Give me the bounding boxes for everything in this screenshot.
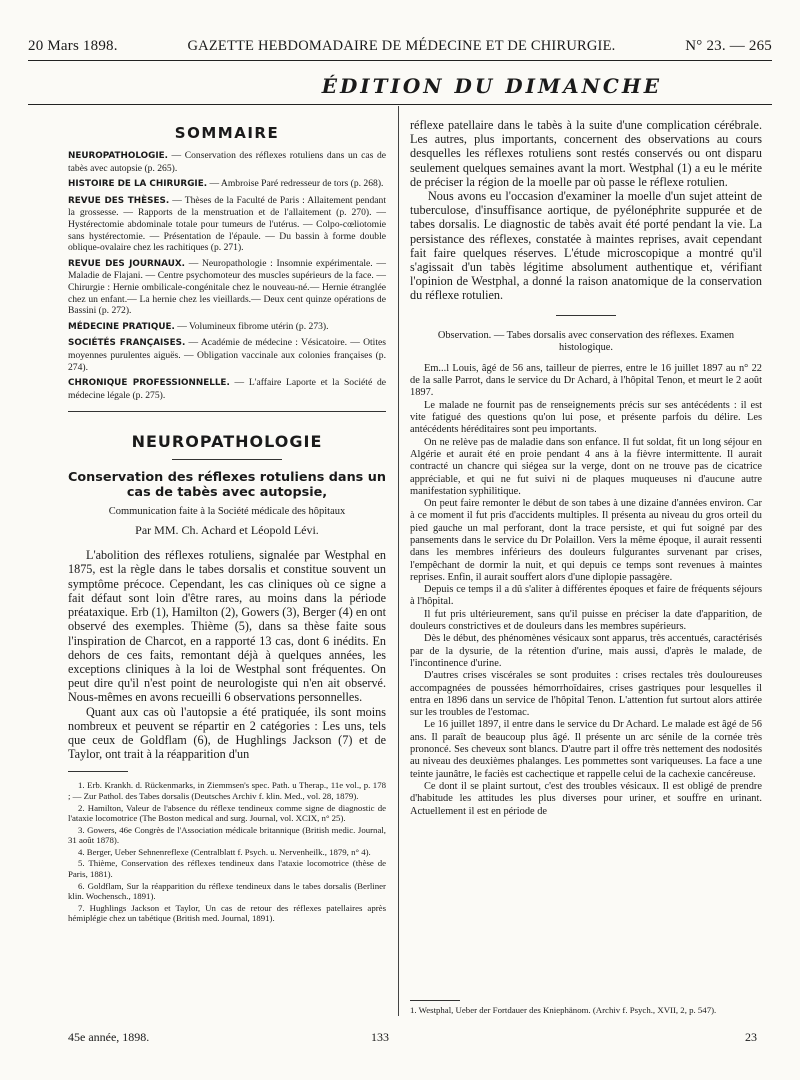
sommaire-list <box>68 150 386 401</box>
page-number: N° 23. — 265 <box>685 38 772 54</box>
observation-paragraph: Ce dont il se plaint surtout, c'est des troubles vésicaux. Il est obligé de prendre d'habitude les attitudes les plus diverses pour uriner, et souffre en urinant. Actuellement il est en période de <box>410 780 762 817</box>
section-title: NEUROPATHOLOGIE <box>131 432 323 452</box>
sommaire-title: SOMMAIRE <box>174 124 280 142</box>
sommaire-entry <box>68 321 386 334</box>
footnote: 6. Goldflam, Sur la réapparition du réflexe tendineux dans le tabes dorsalis (Berliner klin. Wochensch., 1891). <box>68 880 386 902</box>
article-communication: Communication faite à la Société médicale des hôpitaux <box>108 506 346 518</box>
sommaire-entry <box>68 195 386 254</box>
page-footer <box>28 1030 772 1048</box>
sommaire-entry-head: MÉDECINE PRATIQUE. <box>68 321 175 332</box>
footnotes-right <box>410 1000 762 1016</box>
article-body-right <box>410 118 762 303</box>
sommaire-rule <box>68 411 386 412</box>
left-column <box>68 118 386 925</box>
edition-rule <box>28 104 772 105</box>
observation-paragraph: Dès le début, des phénomènes vésicaux sont apparus, très accentués, caractérisés par de la dysurie, de la rétention d'urine, mais aussi, d'après le malade, de l'incontinence d'urine. <box>410 633 762 669</box>
observation-paragraph: Em...l Louis, âgé de 56 ans, tailleur de pierres, entre le 16 juillet 1897 au n° 22 de la salle Parrot, dans le service du Dr Achard, à l'hôpital Tenon, et meurt le 2 août 1897. <box>410 362 762 399</box>
footnote-rule <box>68 771 128 772</box>
sommaire-entry <box>68 377 386 401</box>
footnote: 2. Hamilton, Valeur de l'absence du réflexe tendineux comme signe de diagnostic de l'ataxie locomotrice (The Boston medical and surg. Journal, vol. XCIX, n° 25). <box>68 802 386 824</box>
paragraph: réflexe patellaire dans le tabès à la suite d'une complication cérébrale. Les autres, plus importants, concernent des observations au cours desquelles les réflexes rotuliens sont restés conservés ou ont disparu seulement quelques semaines avant la mort. Westphal (1) a eu le mérite de préciser la région de la moelle par où passe le réflexe rotulien. <box>410 118 762 189</box>
header-date: 20 Mars 1898. <box>28 38 118 54</box>
column-divider <box>398 106 399 1016</box>
observation-paragraph: Depuis ce temps il a dû s'aliter à différentes époques et faire de fréquents séjours à l'hôpital. <box>410 584 762 608</box>
footer-signature: 23 <box>745 1030 757 1044</box>
footnote: 3. Gowers, 46e Congrès de l'Association médicale britannique (British medic. Journal, 31 août 1878). <box>68 824 386 846</box>
footnotes-left <box>68 780 386 924</box>
footer-folio: 133 <box>371 1030 389 1044</box>
footnote: 7. Hughlings Jackson et Taylor, Un cas de retour des réflexes patellaires après hémiplégie chez un tabétique (British med. Journal, 1891). <box>68 902 386 924</box>
observation-rule <box>556 315 616 316</box>
observation-paragraph: On peut faire remonter le début de son tabes à une dizaine d'années environ. Car à ce moment il fut pris d'accidents multiples. Il présenta au niveau du gros orteil du pied gauche un mal perforant, dont la trace persiste, et qui fut soigné par des pansements dans le service du Dr Polaillon. Vers la même époque, il aurait ressenti dans les membres inférieurs des douleurs fulgurantes survenant par crises, l'empêchant de dormir la nuit, et qui depuis ce temps sont revenues à maintes reprises. Enfin, il aurait souffert alors d'une diplopie passagère. <box>410 498 762 583</box>
sommaire-entry-head: HISTOIRE DE LA CHIRURGIE. <box>68 179 208 190</box>
sommaire-entry-head: CHRONIQUE PROFESSIONNELLE. <box>68 378 230 389</box>
observation-paragraph: On ne relève pas de maladie dans son enfance. Il fut soldat, fit un long séjour en Algérie et aurait été en proie pendant 4 ans à la fièvre intermittente. Il aurait contracté un chancre qui siégea sur la verge, dont on ne trouve pas de cicatrice appréciable, et qui ne fut suivi ni de plaques muqueuses ni d'aucune autre manifestation syphilitique. <box>410 436 762 497</box>
sommaire-entry-head: REVUE DES JOURNAUX. <box>68 258 185 269</box>
sommaire-entry-text: — Académie de médecine : Vésicatoire. — Otites moyennes purulentes aiguës. — Obligation vaccinale aux colonies françaises (p. 274). <box>68 337 386 373</box>
footnote: 1. Erb. Krankh. d. Rückenmarks, in Ziemmsen's spec. Path. u Therap., 11e vol., p. 178 ; — Zur Pathol. des Tabes dorsalis (Deutsches Archiv f. klin. Med., vol. 28, 1879). <box>68 780 386 801</box>
sommaire-entry-text: — Conservation des réflexes rotuliens dans un cas de tabès avec autopsie (p. 265). <box>68 150 386 174</box>
observation-paragraph: Le 16 juillet 1897, il entre dans le service du Dr Achard. Le malade est âgé de 56 ans. Il paraît de beaucoup plus âgé. Il présente un arc sénile de la cornée très prononcé. Ses cheveux sont blancs. D'autre part il offre très nettement des nodosités au niveau des deuxièmes phalanges. Les pommettes sont variqueuses. La face a une teinte jaunâtre, le faciès est cachectique et rappelle celui de la cachexie cancéreuse. <box>410 719 762 780</box>
article-body-left <box>68 548 386 761</box>
sommaire-entry-head: NEUROPATHOLOGIE. <box>68 151 168 161</box>
footnote-rule <box>410 1000 460 1001</box>
sommaire-entry-text: — Volumineux fibrome utérin (p. 273). <box>174 320 329 332</box>
page-header <box>28 38 772 60</box>
observation-body <box>410 363 762 818</box>
sommaire-entry-head: REVUE DES THÈSES. <box>68 195 170 206</box>
section-rule <box>172 459 282 460</box>
observation-paragraph: Le malade ne fournit pas de renseignements précis sur ses antécédents : il est vite fatigué des questions qu'on lui pose, et présente parfois du délire. Les antécédents héréditaires sont peu importants. <box>410 399 762 436</box>
observation-paragraph: D'autres crises viscérales se sont produites : crises rectales très douloureuses accompagnées de poussées hémorrhoïdaires, crises gastriques pour lesquelles il entra en 1896 dans un service de l'hôpital Tenon. L'attention fut surtout alors attirée sur les troubles de l'estomac. <box>410 670 762 719</box>
sommaire-entry <box>68 150 386 174</box>
edition-banner: ÉDITION DU DIMANCHE <box>321 74 662 98</box>
paragraph: Quant aux cas où l'autopsie a été pratiquée, ils sont moins nombreux et peuvent se répartir en 2 catégories : Les uns, tels que ceux de Goldflam (6), de Hughlings Jackson (7) et de Taylor, ont trait à la réapparition d'un <box>68 704 386 762</box>
paragraph: Nous avons eu l'occasion d'examiner la moelle d'un sujet atteint de tuberculose, d'insuffisance aortique, de pyélonéphrite suppurée et de tabes dorsalis. Le diagnostic de tabès avait été porté pendant la vie. La persistance des réflexes, constatée à maintes reprises, avait cependant fait faire quelques réserves. L'étude microscopique a montré qu'il s'agissait d'un tabès légitime absolument authentique et, vérifiant l'opinion de Westphal, a donné la raison anatomique de la conservation du réflexe rotulien. <box>410 189 762 303</box>
article-title: Conservation des réflexes rotuliens dans un cas de tabès avec autopsie, <box>68 470 386 501</box>
article-authors: Par MM. Ch. Achard et Léopold Lévi. <box>135 523 319 538</box>
footnote: 1. Westphal, Ueber der Fortdauer des Kniephänom. (Archiv f. Psych., XVII, 2, p. 547). <box>410 1005 717 1015</box>
sommaire-entry <box>68 178 386 191</box>
sommaire-entry-head: SOCIÉTÉS FRANÇAISES. <box>68 338 186 349</box>
sommaire-entry-text: — Ambroise Paré redresseur de tors (p. 268). <box>207 178 384 190</box>
sommaire-entry <box>68 337 386 373</box>
observation-paragraph: Il fut pris ultérieurement, sans qu'il puisse en préciser la date d'apparition, de douleurs constrictives et de douleurs dans les membres supérieurs. <box>410 608 762 633</box>
sommaire-entry-text: — Thèses de la Faculté de Paris : Allaitement pendant la grossesse. — Rapports de la menstruation et de l'allaitement (p. 270). — Hystérectomie abdominale totale pour tumeurs de l'utérus. — Colpo-cœliotomie sans hystérectomie. — Présentation de l'épaule. — Du bassin à forme double oblique-ovalaire chez les rachitiques (p. 271). <box>68 194 386 254</box>
footnote: 4. Berger, Ueber Sehnenreflexe (Centralblatt f. Psych. u. Nervenheilk., 1879, n° 4). <box>78 846 371 857</box>
footer-year: 45e année, 1898. <box>68 1030 150 1044</box>
journal-title: GAZETTE HEBDOMADAIRE DE MÉDECINE ET DE CHIRURGIE. <box>187 38 616 54</box>
footnote: 5. Thième, Conservation des réflexes tendineux dans l'ataxie locomotrice (thèse de Paris, 1881). <box>68 858 386 880</box>
sommaire-entry-text: — L'affaire Laporte et la Société de médecine légale (p. 275). <box>68 377 386 401</box>
observation-heading: Observation. — Tabes dorsalis avec conservation des réflexes. Examen histologique. <box>437 329 735 354</box>
sommaire-entry <box>68 258 386 317</box>
header-rule <box>28 60 772 61</box>
sommaire-entry-text: — Neuropathologie : Insomnie expérimentale. — Maladie de Flajani. — Centre psychomoteur des muscles supérieurs de la face. — Chirurgie : Hernie ombilicale-congénitale chez le nouveau-né.— Hernie étranglée chez un enfant.— La hernie chez les vieillards.— Deux cent quinze opérations de Bassini (p. 272). <box>68 257 387 317</box>
right-column <box>410 118 762 818</box>
paragraph: L'abolition des réflexes rotuliens, signalée par Westphal en 1875, est la règle dans le tabes dorsalis et constitue souvent un symptôme précoce. Cependant, les cas cliniques où ce signe a fait défaut sont loin d'être rares, au moins dans la période préataxique. Erb (1), Hamilton (2), Gowers (3), Berger (4) en ont observé des exemples. Thième (5), dans sa thèse faite sous l'inspiration de Charcot, en a rapporté 13 cas, dont 6 inédits. En dehors de ces faits, remontant déjà à quelques années, les exceptions cliniques à la loi de Westphal sont fréquentes. On peut dire qu'il n'est point de neurologiste qui n'en ait observé. Nous-mêmes en avons recueilli 6 observations personnelles. <box>68 548 386 705</box>
